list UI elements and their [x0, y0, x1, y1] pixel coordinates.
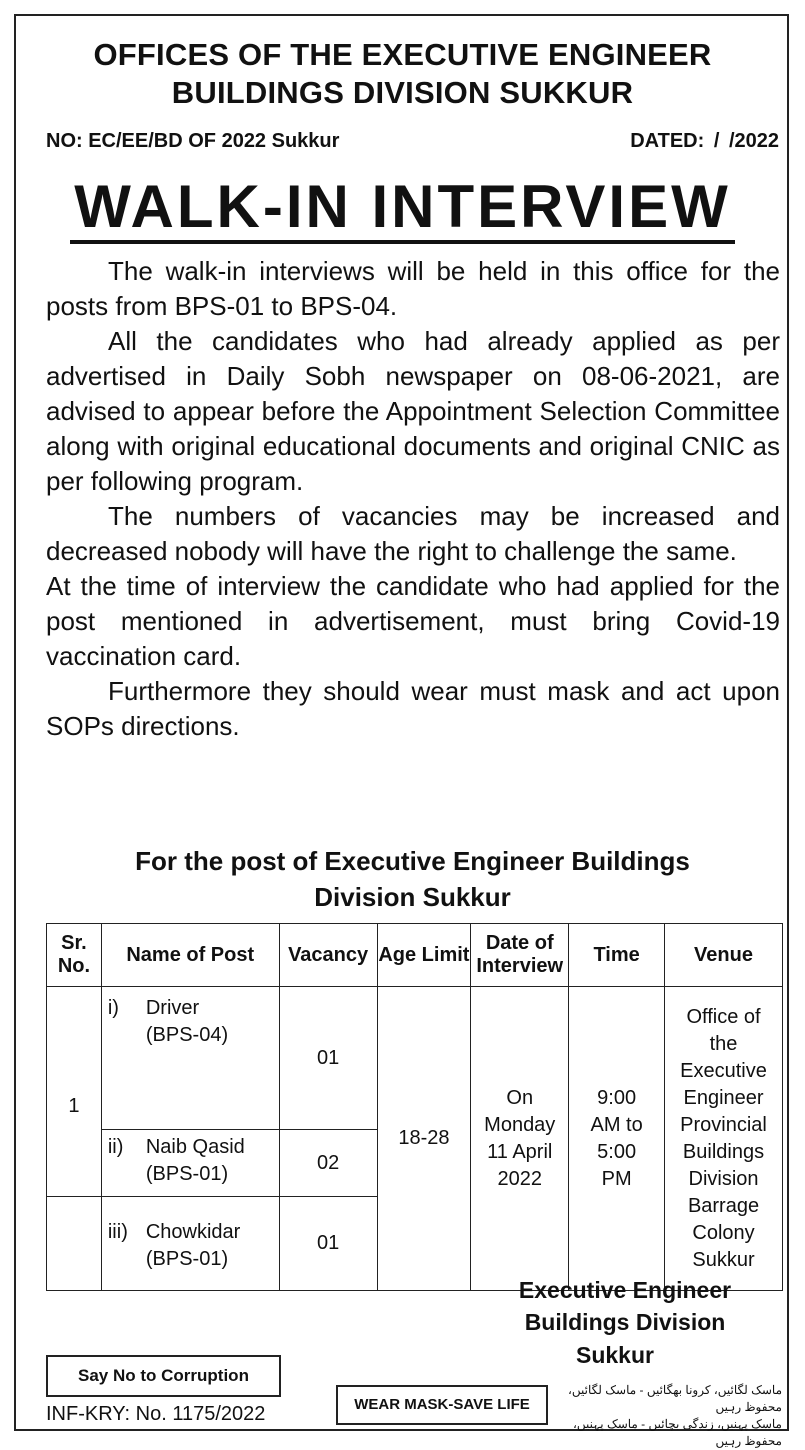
header-sr-no: Sr. No.: [47, 924, 102, 987]
header-time: Time: [569, 924, 665, 987]
header-vacancy: Vacancy: [279, 924, 377, 987]
signature-division: Buildings Division: [524, 1309, 726, 1335]
vacancy-cell: 01: [279, 987, 377, 1130]
post-bps: (BPS-01): [145, 1163, 229, 1185]
table-heading-line2: Division Sukkur: [314, 882, 511, 912]
say-no-to-corruption-box: Say No to Corruption: [46, 1355, 281, 1397]
page-title-text: WALK-IN INTERVIEW: [70, 173, 735, 244]
table-row: [47, 987, 783, 1130]
post-name: Driver: [145, 997, 200, 1019]
paragraph-3: The numbers of vacancies may be increased and decreased nobody will have the right to challenge the same.: [46, 501, 780, 566]
table-heading-line1: For the post of Executive Engineer Buildings: [135, 846, 690, 876]
header-date-of-interview: Date of Interview: [471, 924, 569, 987]
sr-no-cell-empty: [47, 1197, 102, 1291]
post-cell: [101, 1197, 279, 1291]
dated-field: DATED: / /2022: [630, 130, 779, 152]
page-title: [0, 172, 805, 242]
post-bps: (BPS-01): [145, 1248, 229, 1270]
urdu-slogan-line2: ماسک پہنیں، زندگی بچائیں - ماسک پہنیں، محفوظ رہیں: [573, 1417, 782, 1448]
post-cell: [101, 987, 279, 1130]
header-division-line: BUILDINGS DIVISION SUKKUR: [171, 75, 634, 110]
post-name: Naib Qasid: [145, 1136, 245, 1158]
urdu-slogan-line1: ماسک لگائیں، کرونا بھگائیں - ماسک لگائیں، محفوظ رہیں: [568, 1383, 782, 1414]
table-header-row: [47, 924, 783, 987]
header-name-of-post: Name of Post: [101, 924, 279, 987]
interview-date-cell: On Monday 11 April 2022: [471, 987, 569, 1291]
paragraph-1: The walk-in interviews will be held in this office for the posts from BPS-01 to BPS-04.: [46, 256, 780, 321]
time-cell: 9:00 AM to 5:00 PM: [569, 987, 665, 1291]
post-number: i): [107, 997, 119, 1019]
inf-number: INF-KRY: No. 1175/2022: [46, 1403, 266, 1425]
venue-cell: Office of the Executive Engineer Provincial Buildings Division Barrage Colony Sukkur: [665, 987, 783, 1291]
header-office-line: OFFICES OF THE EXECUTIVE ENGINEER: [93, 37, 712, 72]
notice-body: [46, 254, 780, 744]
paragraph-5: Furthermore they should wear must mask and act upon SOPs directions.: [46, 676, 780, 741]
post-bps: (BPS-04): [145, 1024, 229, 1046]
table-heading: [0, 843, 805, 915]
post-number: iii): [107, 1221, 128, 1243]
urdu-slogan: [554, 1382, 782, 1450]
reference-number: NO: EC/EE/BD OF 2022 Sukkur: [46, 130, 340, 152]
paragraph-4: At the time of interview the candidate who had applied for the post mentioned in advertisement, must bring Covid-19 vaccination card.: [46, 571, 780, 671]
vacancy-cell: 02: [279, 1130, 377, 1197]
signature-city: Sukkur: [576, 1342, 654, 1368]
signature-title: Executive Engineer: [518, 1277, 732, 1303]
header-age-limit: Age Limit: [377, 924, 471, 987]
vacancy-cell: 01: [279, 1197, 377, 1291]
header-venue: Venue: [665, 924, 783, 987]
sr-no-cell: 1: [47, 987, 102, 1197]
post-name: Chowkidar: [145, 1221, 241, 1243]
post-number: ii): [107, 1136, 124, 1158]
interview-schedule-table: [46, 923, 783, 1291]
post-cell: [101, 1130, 279, 1197]
wear-mask-box: WEAR MASK-SAVE LIFE: [336, 1385, 548, 1425]
age-limit-cell: 18-28: [377, 987, 471, 1291]
paragraph-2: All the candidates who had already applied as per advertised in Daily Sobh newspaper on 08-06-2021, are advised to appear before the Appointment Selection Committee along with original educational documents and original CNIC as per following program.: [46, 326, 780, 496]
